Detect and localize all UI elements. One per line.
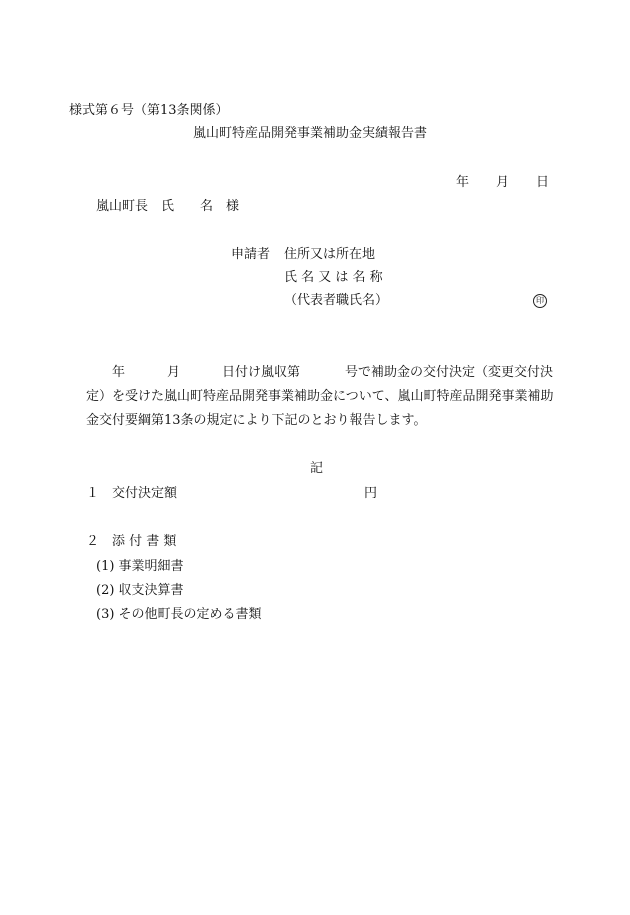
body-date-ref: 日付け嵐収第 [222,365,301,380]
attachment-item: (1) 事業明細書 [96,559,184,574]
item2-label: 添 付 書 類 [112,534,177,549]
attachment-item: (3) その他町長の定める書類 [96,607,262,622]
body-month: 月 [167,365,181,380]
attachment-item: (2) 収支決算書 [96,583,184,598]
item2-number: ２ [86,534,100,549]
body-line1-tail: 号で補助金の交付決定（変更交付決 [345,365,554,380]
date-day: 日 [536,175,550,190]
date-year: 年 [456,175,470,190]
item1-label: 交付決定額 [112,486,178,501]
ki-heading: 記 [310,461,324,476]
body-year: 年 [112,365,126,380]
applicant-address: 住所又は所在地 [284,247,376,262]
applicant-representative: （代表者職氏名） [284,293,389,308]
applicant-name: 氏 名 又 は 名 称 [284,270,383,285]
applicant-label: 申請者 [231,247,271,262]
date-month: 月 [496,175,510,190]
item1-unit: 円 [364,486,378,501]
item1-number: １ [86,486,100,501]
body-line2: 定）を受けた嵐山町特産品開発事業補助金について、嵐山町特産品開発事業補助 [86,389,554,404]
seal-mark: 印 [533,294,547,308]
document-title: 嵐山町特産品開発事業補助金実績報告書 [193,126,428,141]
form-number: 様式第６号（第13条関係） [69,103,229,118]
body-line3: 金交付要綱第13条の規定により下記のとおり報告します。 [86,413,427,428]
addressee: 嵐山町長 氏 名 様 [96,199,240,214]
